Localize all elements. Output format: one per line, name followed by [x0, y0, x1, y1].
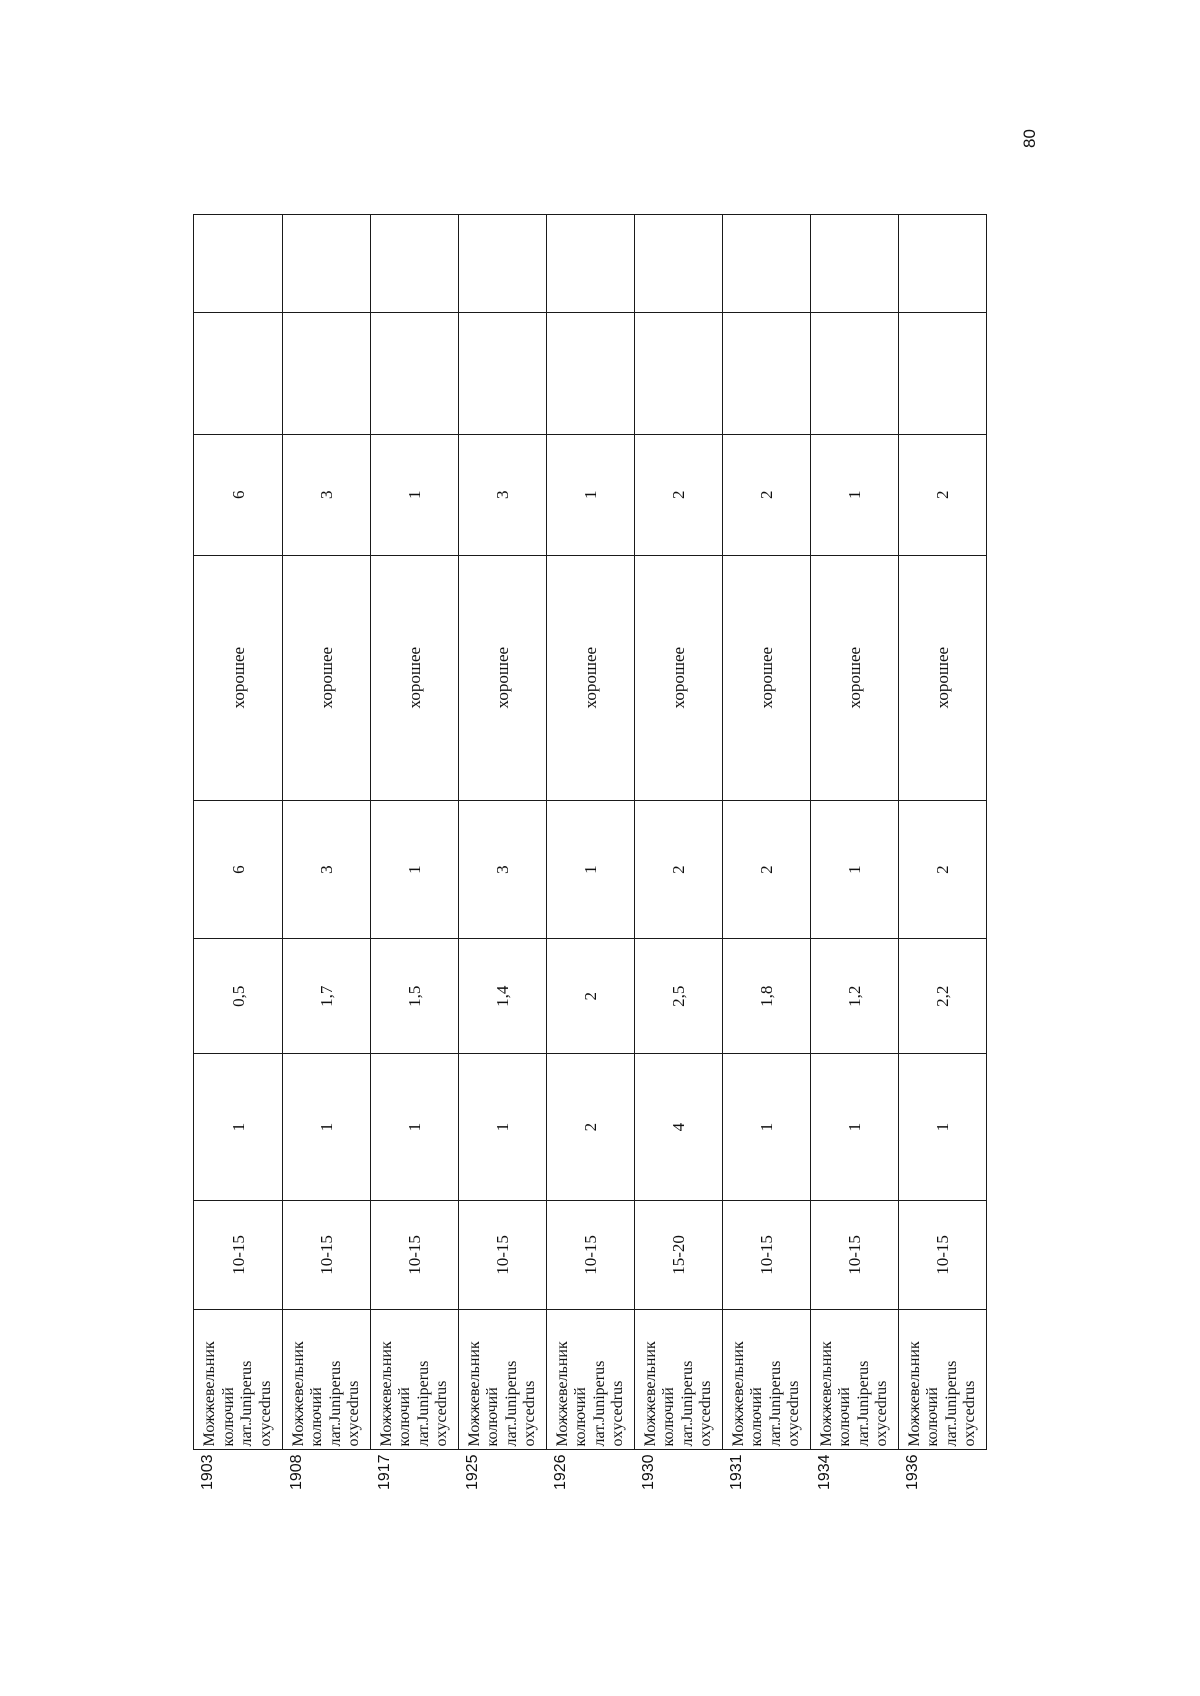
empty-cell-1 [811, 312, 899, 434]
table-row [194, 215, 283, 1493]
species-name-line: лат.Juniperus [502, 1360, 520, 1447]
year-cell: 1930 [635, 1450, 723, 1492]
species-name-line: Можжевельник [377, 1341, 395, 1447]
table-row [811, 215, 899, 1493]
empty-cell-2 [194, 215, 283, 313]
species-name-line: лат.Juniperus [590, 1360, 608, 1447]
count-cell-2: 2 [635, 800, 723, 939]
table-row [371, 215, 459, 1493]
count-cell-3: 2 [723, 434, 811, 555]
count-cell-3: 6 [194, 434, 283, 555]
year-cell: 1926 [547, 1450, 635, 1492]
value-cell: 1,4 [459, 939, 547, 1054]
count-cell-2: 2 [723, 800, 811, 939]
species-name-line: лат.Juniperus [414, 1360, 432, 1447]
empty-cell-2 [371, 215, 459, 313]
species-name-cell [899, 1309, 987, 1450]
age-cell: 10-15 [459, 1201, 547, 1309]
age-cell: 10-15 [811, 1201, 899, 1309]
year-cell: 1934 [811, 1450, 899, 1492]
species-table [193, 214, 987, 1492]
empty-cell-2 [547, 215, 635, 313]
count-cell-2: 6 [194, 800, 283, 939]
species-name-line: колючий [836, 1387, 853, 1447]
count-cell-3: 1 [547, 434, 635, 555]
empty-cell-2 [899, 215, 987, 313]
species-name-line: Можжевельник [641, 1341, 659, 1447]
count-cell-3: 2 [635, 434, 723, 555]
state-cell: хорошее [811, 555, 899, 800]
empty-cell-1 [899, 312, 987, 434]
state-cell: хорошее [283, 555, 371, 800]
species-name-cell [723, 1309, 811, 1450]
species-name-line: Можжевельник [201, 1341, 218, 1447]
state-cell: хорошее [547, 555, 635, 800]
table-row [283, 215, 371, 1493]
empty-cell-1 [723, 312, 811, 434]
species-name-line: колючий [396, 1387, 413, 1447]
species-name-cell [459, 1309, 547, 1450]
state-cell: хорошее [723, 555, 811, 800]
age-cell: 10-15 [283, 1201, 371, 1309]
empty-cell-2 [811, 215, 899, 313]
age-cell: 10-15 [194, 1201, 283, 1309]
species-table-rotated [193, 214, 1001, 1492]
count-cell-2: 1 [371, 800, 459, 939]
empty-cell-2 [723, 215, 811, 313]
species-name-line: лат.Juniperus [678, 1360, 696, 1447]
empty-cell-1 [283, 312, 371, 434]
age-cell: 10-15 [371, 1201, 459, 1309]
species-name-line: лат.Juniperus [766, 1360, 784, 1447]
empty-cell-1 [194, 312, 283, 434]
empty-cell-2 [459, 215, 547, 313]
species-name-line: лат.Juniperus [326, 1360, 344, 1447]
count-cell-3: 2 [899, 434, 987, 555]
state-cell: хорошее [459, 555, 547, 800]
state-cell: хорошее [899, 555, 987, 800]
year-cell: 1936 [899, 1450, 987, 1492]
species-name-line: oxycedrus [785, 1380, 802, 1447]
species-name-line: колючий [572, 1387, 589, 1447]
count-cell-2: 3 [283, 800, 371, 939]
count-cell-3: 1 [371, 434, 459, 555]
species-name-line: лат.Juniperus [942, 1360, 960, 1447]
species-name-line: колючий [484, 1387, 501, 1447]
empty-cell-1 [371, 312, 459, 434]
table-row [459, 215, 547, 1493]
table-body [194, 215, 987, 1493]
species-name-line: oxycedrus [345, 1380, 362, 1447]
species-name-line: Можжевельник [465, 1341, 483, 1447]
empty-cell-1 [459, 312, 547, 434]
state-cell: хорошее [194, 555, 283, 800]
species-name-cell [635, 1309, 723, 1450]
count-cell-2: 2 [899, 800, 987, 939]
species-name-line: Можжевельник [905, 1341, 923, 1447]
table-row [635, 215, 723, 1493]
species-name-line: колючий [219, 1387, 237, 1447]
age-cell: 15-20 [635, 1201, 723, 1309]
species-name-line: oxycedrus [697, 1380, 714, 1447]
value-cell: 2,5 [635, 939, 723, 1054]
value-cell: 1,5 [371, 939, 459, 1054]
species-name-line: лат.Juniperus [854, 1360, 872, 1447]
species-name-line: oxycedrus [433, 1380, 450, 1447]
species-name-cell [371, 1309, 459, 1450]
count-cell-3: 3 [283, 434, 371, 555]
age-cell: 10-15 [899, 1201, 987, 1309]
table-row [547, 215, 635, 1493]
species-name-line: oxycedrus [961, 1380, 978, 1447]
count-cell-2: 1 [547, 800, 635, 939]
count-cell: 1 [723, 1054, 811, 1201]
count-cell: 1 [459, 1054, 547, 1201]
age-cell: 10-15 [723, 1201, 811, 1309]
count-cell: 1 [283, 1054, 371, 1201]
value-cell: 2,2 [899, 939, 987, 1054]
year-cell: 1931 [723, 1450, 811, 1492]
count-cell-3: 1 [811, 434, 899, 555]
table-row [723, 215, 811, 1493]
count-cell-2: 3 [459, 800, 547, 939]
count-cell-3: 3 [459, 434, 547, 555]
empty-cell-1 [547, 312, 635, 434]
species-name-line: oxycedrus [609, 1380, 626, 1447]
species-name-line: oxycedrus [873, 1380, 890, 1447]
species-name-line: Можжевельник [817, 1341, 835, 1447]
value-cell: 2 [547, 939, 635, 1054]
count-cell: 4 [635, 1054, 723, 1201]
state-cell: хорошее [635, 555, 723, 800]
species-name-line: колючий [660, 1387, 677, 1447]
year-cell: 1917 [371, 1450, 459, 1492]
species-name-line: Можжевельник [729, 1341, 747, 1447]
table-row [899, 215, 987, 1493]
species-name-line: Можжевельник [289, 1341, 307, 1447]
species-name-line: oxycedrus [521, 1380, 538, 1447]
species-name-cell [547, 1309, 635, 1450]
count-cell: 1 [194, 1054, 283, 1201]
count-cell: 1 [371, 1054, 459, 1201]
age-cell: 10-15 [547, 1201, 635, 1309]
species-name-line: Можжевельник [553, 1341, 571, 1447]
species-name-cell [811, 1309, 899, 1450]
species-name-cell [194, 1309, 283, 1450]
species-name-line: oxycedrus [256, 1380, 274, 1447]
species-name-cell [283, 1309, 371, 1450]
empty-cell-1 [635, 312, 723, 434]
value-cell: 0,5 [194, 939, 283, 1054]
species-name-line: колючий [308, 1387, 325, 1447]
count-cell: 1 [811, 1054, 899, 1201]
count-cell-2: 1 [811, 800, 899, 939]
year-cell: 1908 [283, 1450, 371, 1492]
value-cell: 1,8 [723, 939, 811, 1054]
species-name-line: колючий [924, 1387, 941, 1447]
state-cell: хорошее [371, 555, 459, 800]
count-cell: 1 [899, 1054, 987, 1201]
year-cell: 1903 [194, 1450, 283, 1492]
species-name-line: лат.Juniperus [238, 1360, 255, 1447]
empty-cell-2 [635, 215, 723, 313]
value-cell: 1,2 [811, 939, 899, 1054]
species-name-line: колючий [748, 1387, 765, 1447]
count-cell: 2 [547, 1054, 635, 1201]
value-cell: 1,7 [283, 939, 371, 1054]
empty-cell-2 [283, 215, 371, 313]
page-number: 80 [1020, 129, 1039, 148]
year-cell: 1925 [459, 1450, 547, 1492]
